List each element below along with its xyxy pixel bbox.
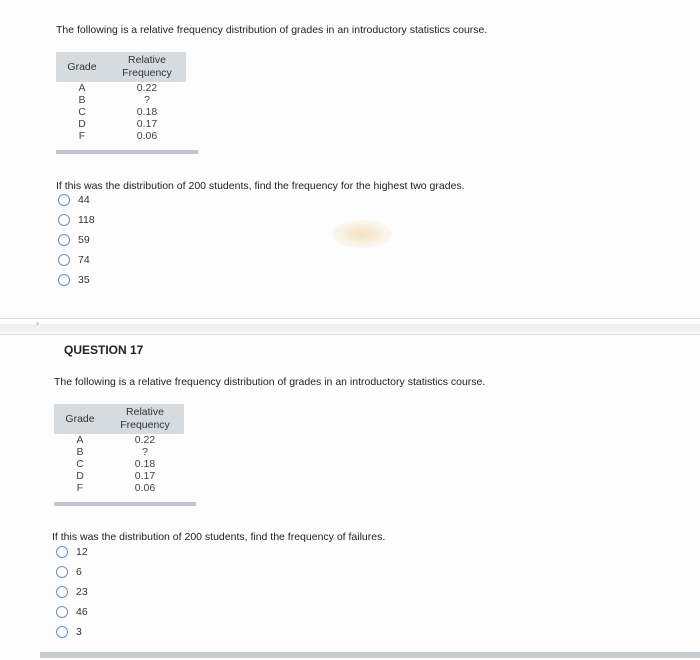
q17-frequency-table (54, 404, 184, 494)
grade-cell: F (76, 482, 84, 494)
q17-intro: The following is a relative frequency distribution of grades in an introductory statistics course. (54, 376, 486, 388)
q17-col-rel-line1: Relative (126, 406, 164, 418)
answer-option[interactable] (56, 542, 88, 562)
table-row (54, 434, 184, 446)
radio-button[interactable] (56, 606, 68, 618)
q17-table-footer-bar (54, 502, 196, 506)
table-row (54, 482, 184, 494)
screen-glare (332, 220, 392, 248)
radio-button[interactable] (56, 586, 68, 598)
radio-button[interactable] (56, 626, 68, 638)
question-divider (0, 318, 700, 319)
option-label: 44 (78, 194, 90, 206)
table-row (56, 82, 186, 94)
option-label: 3 (76, 626, 82, 638)
radio-button[interactable] (58, 274, 70, 286)
q17-prompt: If this was the distribution of 200 students, find the frequency of failures. (52, 531, 386, 543)
rel-cell: 0.17 (136, 118, 158, 130)
table-row (56, 106, 186, 118)
option-label: 23 (76, 586, 88, 598)
radio-button[interactable] (58, 234, 70, 246)
rel-cell: 0.06 (134, 482, 156, 494)
grade-cell: F (78, 130, 86, 142)
answer-option[interactable] (56, 602, 88, 622)
rel-cell: 0.18 (134, 458, 156, 470)
answer-option[interactable] (58, 250, 95, 270)
grade-cell: A (76, 434, 84, 446)
q16-col-rel-line1: Relative (128, 54, 166, 66)
table-row (54, 470, 184, 482)
rel-cell: 0.17 (134, 470, 156, 482)
grade-cell: C (76, 458, 84, 470)
grade-cell: D (76, 470, 84, 482)
answer-option[interactable] (58, 270, 95, 290)
q16-col-grade: Grade (56, 52, 108, 82)
radio-button[interactable] (56, 566, 68, 578)
rel-cell: 0.18 (136, 106, 158, 118)
rel-cell: 0.06 (136, 130, 158, 142)
bottom-scroll-edge (40, 652, 700, 658)
q16-frequency-table (56, 52, 186, 142)
option-label: 118 (78, 214, 95, 226)
option-label: 6 (76, 566, 82, 578)
answer-option[interactable] (58, 210, 95, 230)
grade-cell: B (76, 446, 84, 458)
q16-prompt: If this was the distribution of 200 students, find the frequency for the highest two grades. (56, 180, 465, 192)
question-separator-band (0, 324, 700, 332)
grade-cell: A (78, 82, 86, 94)
rel-cell: ? (144, 94, 150, 106)
grade-cell: C (78, 106, 86, 118)
answer-option[interactable] (56, 582, 88, 602)
q17-col-relative-frequency (106, 404, 184, 434)
table-row (56, 130, 186, 142)
option-label: 59 (78, 234, 90, 246)
collapse-arrow-icon[interactable]: › (36, 318, 39, 328)
q17-col-rel-line2: Frequency (120, 419, 170, 431)
q16-intro: The following is a relative frequency distribution of grades in an introductory statistics course. (56, 24, 488, 36)
option-label: 46 (76, 606, 88, 618)
q16-answer-options (58, 190, 95, 290)
radio-button[interactable] (58, 254, 70, 266)
q17-title: QUESTION 17 (64, 343, 144, 357)
q17-answer-options (56, 542, 88, 642)
q16-col-rel-line2: Frequency (122, 67, 172, 79)
radio-button[interactable] (58, 194, 70, 206)
answer-option[interactable] (56, 562, 88, 582)
option-label: 35 (78, 274, 90, 286)
option-label: 12 (76, 546, 88, 558)
question-divider (0, 334, 700, 335)
q16-col-relative-frequency (108, 52, 186, 82)
grade-cell: D (78, 118, 86, 130)
q17-col-grade: Grade (54, 404, 106, 434)
option-label: 74 (78, 254, 90, 266)
table-row (56, 94, 186, 106)
table-row (54, 458, 184, 470)
table-row (54, 446, 184, 458)
answer-option[interactable] (58, 190, 95, 210)
rel-cell: 0.22 (136, 82, 158, 94)
rel-cell: 0.22 (134, 434, 156, 446)
table-row (56, 118, 186, 130)
radio-button[interactable] (58, 214, 70, 226)
radio-button[interactable] (56, 546, 68, 558)
rel-cell: ? (142, 446, 148, 458)
answer-option[interactable] (56, 622, 88, 642)
q16-table-footer-bar (56, 150, 198, 154)
grade-cell: B (78, 94, 86, 106)
answer-option[interactable] (58, 230, 95, 250)
